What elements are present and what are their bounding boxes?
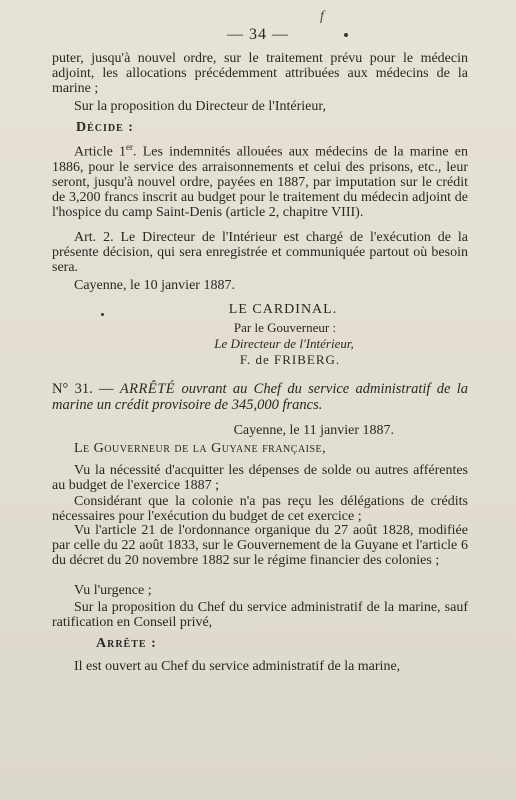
consideration-5: Sur la proposition du Chef du service administratif de la marine, sauf ratification en Conseil privé, — [52, 600, 468, 631]
decree-number: N° 31. — [52, 381, 93, 397]
article-1 — [52, 140, 468, 221]
article-1-text: . Les indemnités allouées aux médecins de la marine en 1886, pour le service des arraisonnements et celui des prisons, etc., leur seront, jusqu'à nouvel ordre, payées en 1887, par imputation sur le crédit de 3,200 francs inscrit au budget pour le traitement du médecin adjoint de l'hospice du camp Saint-Denis (article 2, chapitre VIII). — [52, 144, 468, 221]
signature-line-3: F. de FRIBERG. — [239, 352, 341, 367]
consideration-3: Vu l'article 21 de l'ordonnance organique du 27 août 1828, modifiée par celle du 22 août 1833, sur le Gouvernement de la Guyane et l'article 6 du décret du 20 novembre 1882 sur le régime financier des colonies ; — [52, 523, 468, 569]
article-1-label: Article 1 — [74, 144, 127, 160]
signature-line-1: Par le Gouverneur : — [233, 320, 337, 335]
decree-title: ouvrant au Chef du service administratif de la marine un crédit provisoire de 345,000 francs. — [52, 381, 469, 413]
consideration-2: Considérant que la colonie n'a pas reçu les délégations de crédits nécessaires pour l'exécution du budget de cet exercice ; — [52, 494, 468, 525]
decree-title-word: ARRÊTÉ — [119, 381, 176, 397]
consideration-1: Vu la nécessité d'acquitter les dépenses de solde ou autres afférentes au budget de l'exercice 1887 ; — [52, 463, 468, 494]
decree-dash: — — [92, 381, 120, 397]
arrete-label: Arrête : — [96, 636, 157, 651]
governor-line: Le Gouverneur de la Guyane française, — [74, 441, 327, 456]
article-2: Art. 2. Le Directeur de l'Intérieur est chargé de l'exécution de la présente décision, qui sera enregistrée et communiquée partout où besoin sera. — [52, 230, 468, 276]
decision-date: Cayenne, le 10 janvier 1887. — [74, 278, 235, 293]
continuation-paragraph: puter, jusqu'à nouvel ordre, sur le traitement prévu pour le médecin adjoint, les allocations précédemment attribuées aux médecins de la marine ; — [52, 51, 468, 97]
page-number: — 34 — — [227, 26, 289, 43]
margin-mark: f — [320, 9, 324, 24]
closing-line: Il est ouvert au Chef du service administratif de la marine, — [74, 659, 401, 674]
consideration-4: Vu l'urgence ; — [74, 583, 152, 598]
signature-line-2: Le Directeur de l'Intérieur, — [214, 336, 354, 351]
decree-heading — [52, 381, 468, 413]
proposal-line: Sur la proposition du Directeur de l'Intérieur, — [74, 99, 326, 114]
ink-speck — [344, 33, 348, 37]
decree-date: Cayenne, le 11 janvier 1887. — [233, 423, 394, 438]
decide-label: Décide : — [76, 120, 134, 135]
article-1-sup: er — [126, 142, 134, 152]
signatory-name: LE CARDINAL. — [228, 302, 338, 317]
